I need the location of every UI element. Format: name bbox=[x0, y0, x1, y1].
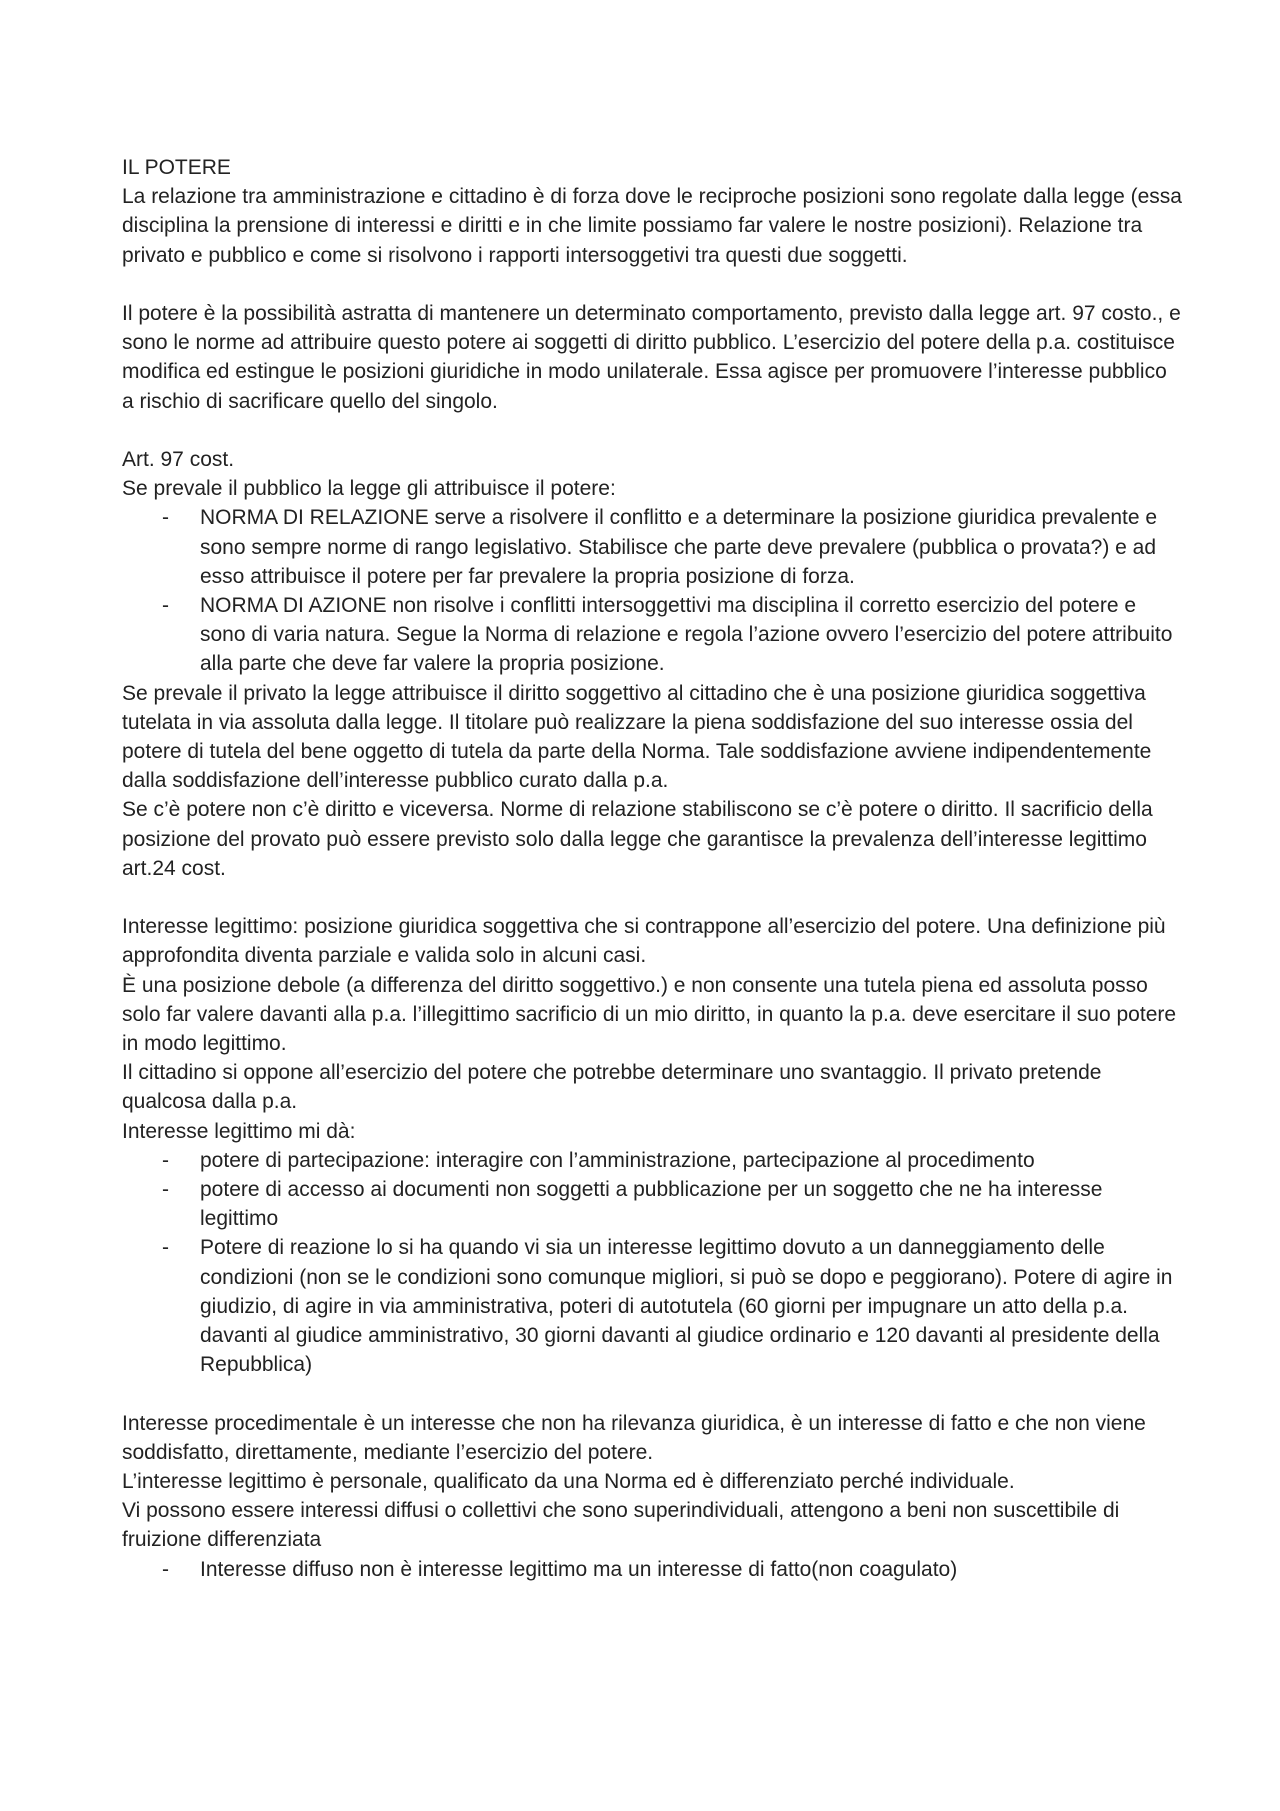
list-item bbox=[122, 503, 1182, 591]
paragraph-personale: L’interesse legittimo è personale, qualificato da una Norma ed è differenziato perché individuale. bbox=[122, 1470, 1015, 1494]
bullet-dash: - bbox=[162, 1236, 169, 1260]
list-item bbox=[122, 1175, 1182, 1233]
bullet-dash: - bbox=[162, 1148, 169, 1172]
paragraph-interesse-da: Interesse legittimo mi dà: bbox=[122, 1119, 356, 1143]
list-item bbox=[122, 1146, 1182, 1175]
paragraph-relazione: La relazione tra amministrazione e cittadino è di forza dove le reciproche posizioni sono regolate dalla legge (essa disciplina la prensione di interessi e diritti e in che limite possiamo far valere le nostre posizioni). Relazione tra privato e pubblico e come si risolvono i rapporti intersoggetivi tra questi due soggetti. bbox=[122, 185, 1182, 267]
norme-list bbox=[122, 503, 1182, 678]
paragraph-gap bbox=[122, 270, 1182, 299]
paragraph-gap bbox=[122, 416, 1182, 445]
list-item-text: potere di accesso ai documenti non soggetti a pubblicazione per un soggetto che ne ha interesse legittimo bbox=[200, 1178, 1103, 1231]
paragraph-gap bbox=[122, 1379, 1182, 1408]
paragraph-potere-diritto: Se c’è potere non c’è diritto e viceversa. Norme di relazione stabiliscono se c’è potere o diritto. Il sacrificio della posizione del provato può essere previsto solo dalla legge che garantisce la prevalenza dell’interesse legittimo art.24 cost. bbox=[122, 798, 1153, 880]
document-page bbox=[122, 153, 1182, 1584]
paragraph-cittadino-oppone: Il cittadino si oppone all’esercizio del potere che potrebbe determinare uno svantaggio. Il privato pretende qualcosa dalla p.a. bbox=[122, 1061, 1102, 1114]
list-item-text: potere di partecipazione: interagire con l’amministrazione, partecipazione al procedimento bbox=[200, 1148, 1035, 1172]
paragraph-posizione-debole: È una posizione debole (a differenza del diritto soggettivo.) e non consente una tutela piena ed assoluta posso solo far valere davanti alla p.a. l’illegittimo sacrificio di un mio diritto, in quanto la p.a. deve esercitare il suo potere in modo legittimo. bbox=[122, 973, 1177, 1056]
list-item bbox=[122, 591, 1182, 679]
paragraph-interesse-definizione: Interesse legittimo: posizione giuridica soggettiva che si contrappone all’esercizio del potere. Una definizione più approfondita diventa parziale e valida solo in alcuni casi. bbox=[122, 915, 1166, 968]
bullet-dash: - bbox=[162, 594, 169, 618]
list-item-text: Potere di reazione lo si ha quando vi sia un interesse legittimo dovuto a un danneggiamento delle condizioni (non se le condizioni sono comunque migliori, si può se dopo e peggiorano). Potere di agire in giudizio, di agire in via amministrativa, poteri di autotutela (60 giorni per impugnare un atto della p.a. davanti al giudice amministrativo, 30 giorni davanti al giudice ordinario e 120 davanti al presidente della Repubblica) bbox=[200, 1236, 1173, 1377]
list-item-text: NORMA DI AZIONE non risolve i conflitti intersoggettivi ma disciplina il corretto esercizio del potere e sono di varia natura. Segue la Norma di relazione e regola l’azione ovvero l’esercizio del potere attribuito alla parte che deve far valere la propria posizione. bbox=[200, 594, 1173, 676]
paragraph-gap bbox=[122, 883, 1182, 912]
paragraph-diffusi: Vi possono essere interessi diffusi o collettivi che sono superindividuali, attengono a beni non suscettibile di fruizione differenziata bbox=[122, 1499, 1120, 1552]
paragraph-potere: Il potere è la possibilità astratta di mantenere un determinato comportamento, previsto dalla legge art. 97 costo., e sono le norme ad attribuire questo potere ai soggetti di diritto pubblico. L’esercizio del potere della p.a. costituisce modifica ed estingue le posizioni giuridiche in modo unilaterale. Essa agisce per promuovere l’interesse pubblico a rischio di sacrificare quello del singolo. bbox=[122, 302, 1181, 413]
list-item-text: Interesse diffuso non è interesse legittimo ma un interesse di fatto(non coagulato) bbox=[200, 1557, 958, 1581]
diffuso-list bbox=[122, 1555, 1182, 1584]
article-reference: Art. 97 cost. bbox=[122, 448, 235, 471]
document-title: IL POTERE bbox=[122, 156, 231, 179]
bullet-dash: - bbox=[162, 506, 169, 530]
poteri-list bbox=[122, 1146, 1182, 1380]
paragraph-prevale-pubblico: Se prevale il pubblico la legge gli attribuisce il potere: bbox=[122, 477, 616, 501]
list-item-text: NORMA DI RELAZIONE serve a risolvere il conflitto e a determinare la posizione giuridica prevalente e sono sempre norme di rango legislativo. Stabilisce che parte deve prevalere (pubblica o provata?) e ad esso attribuisce il potere per far prevalere la propria posizione di forza. bbox=[200, 506, 1158, 588]
paragraph-procedimentale: Interesse procedimentale è un interesse che non ha rilevanza giuridica, è un interesse di fatto e che non viene soddisfatto, direttamente, mediante l’esercizio del potere. bbox=[122, 1411, 1146, 1464]
bullet-dash: - bbox=[162, 1178, 169, 1202]
list-item bbox=[122, 1555, 1182, 1584]
list-item bbox=[122, 1233, 1182, 1379]
paragraph-prevale-privato: Se prevale il privato la legge attribuisce il diritto soggettivo al cittadino che è una posizione giuridica soggettiva tutelata in via assoluta dalla legge. Il titolare può realizzare la piena soddisfazione del suo interesse ossia del potere di tutela del bene oggetto di tutela da parte della Norma. Tale soddisfazione avviene indipendentemente dalla soddisfazione dell’interesse pubblico curato dalla p.a. bbox=[122, 681, 1152, 793]
bullet-dash: - bbox=[162, 1557, 169, 1581]
